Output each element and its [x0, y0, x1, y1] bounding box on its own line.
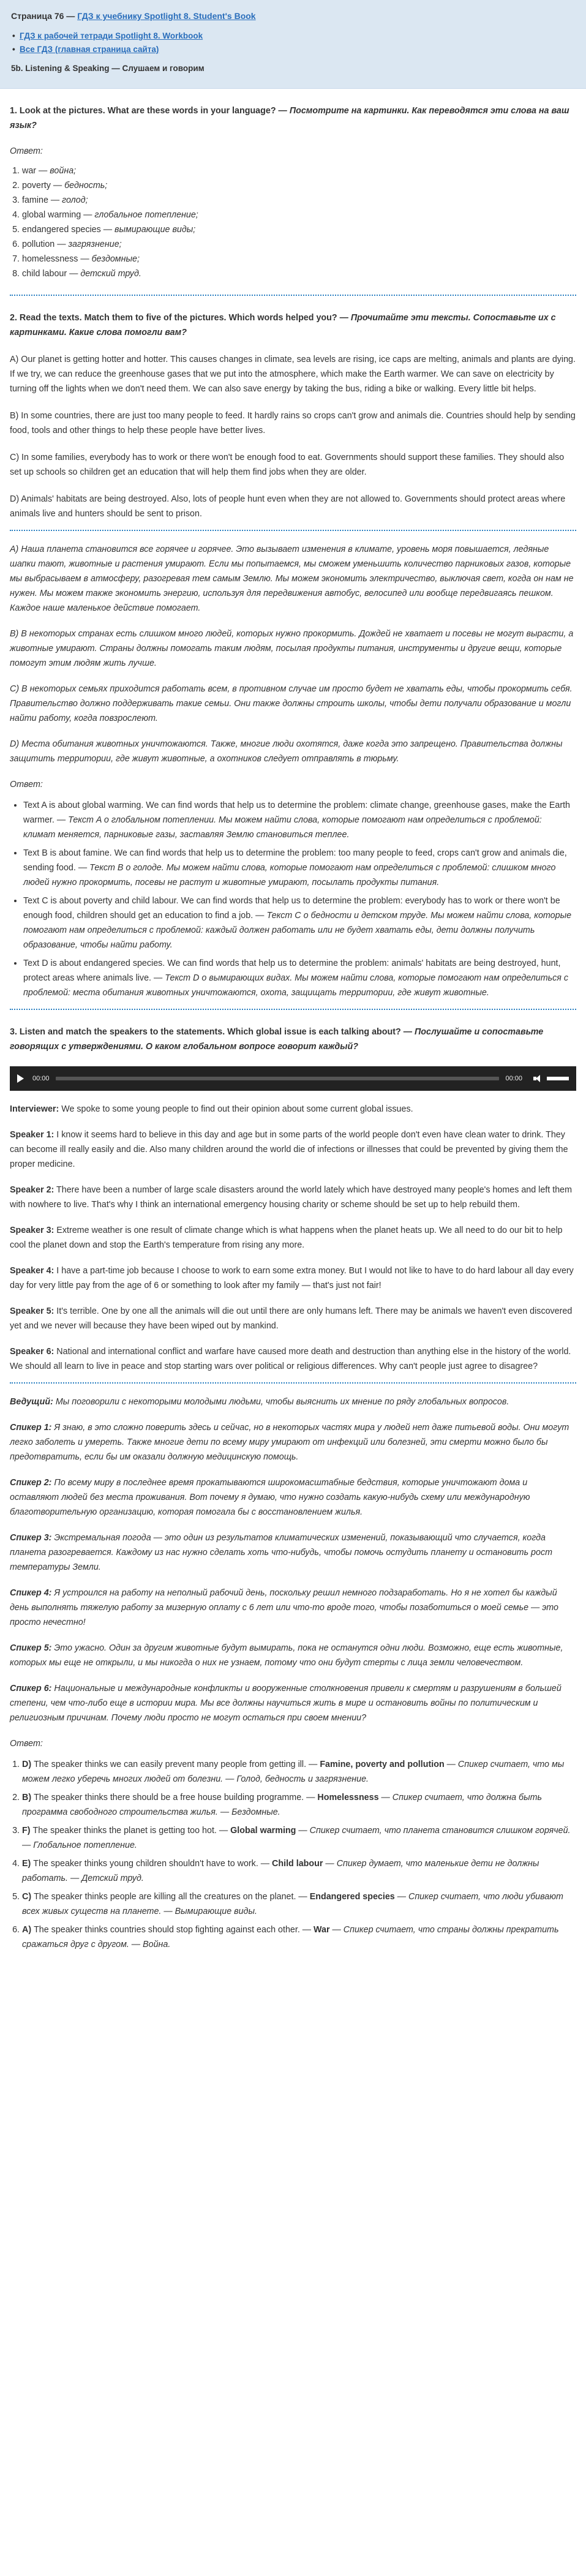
speaker-name: Speaker 1:: [10, 1130, 54, 1140]
speaker-name-ru: Спикер 6:: [10, 1684, 52, 1693]
speaker-name: Speaker 2:: [10, 1185, 54, 1195]
answer-topic: Endangered species: [309, 1892, 397, 1902]
word-list: [10, 164, 576, 281]
answer-letter: A): [22, 1925, 34, 1935]
answer-en: Text A is about global warming. We can find words that help us to determine the problem: climate change, greenhouse gases, make the Earth warmer. —: [23, 800, 571, 825]
speaker-text-ru: Я знаю, в это сложно поверить здесь и сейчас, но в некоторых частях мира у людей нет даже питьевой воды. Они могут легко заболеть и умереть. Также многие дети по всему миру умирают от инфекций или болезней, эти смерти можно было бы предотвратить, если бы им оказали должную медицинскую помощь.: [10, 1423, 569, 1462]
dialog-line: [10, 1223, 576, 1252]
listening-answer-item: [22, 1889, 576, 1919]
word-ru: голод;: [62, 195, 88, 205]
answer-topic: War: [314, 1925, 332, 1935]
answer-topic: Homelessness: [317, 1793, 381, 1802]
answer-letter: C): [22, 1892, 34, 1902]
current-time: 00:00: [32, 1075, 50, 1082]
dialog-line-ru: [10, 1475, 576, 1520]
divider: [10, 1382, 576, 1384]
word-item: [22, 266, 576, 281]
text-answer-item: [23, 894, 576, 952]
question-1-en: 1. Look at the pictures. What are these words in your language? —: [10, 106, 287, 116]
speaker-text: We spoke to some young people to find out their opinion about some current global issues.: [59, 1104, 413, 1114]
answer-ru: — Спикер считает, что должна быть программа свободного строительства жилья. — Бездомные.: [22, 1793, 543, 1817]
dialog-line-ru: [10, 1641, 576, 1670]
word-ru: загрязнение;: [68, 239, 122, 249]
seek-bar[interactable]: [56, 1077, 500, 1080]
text-b: B) In some countries, there are just too many people to feed. It hardly rains so crops can't grow and animals die. Countries should help by sending food, tools and other things to help these people have better lives.: [10, 411, 576, 435]
speaker-name-ru: Ведущий:: [10, 1397, 53, 1407]
answer-letter: F): [22, 1826, 33, 1836]
answer-ru: — Спикер считает, что люди убивают всех живых существ на планете. — Вымирающие виды.: [22, 1892, 563, 1916]
answer-topic: Global warming: [230, 1826, 299, 1836]
word-en: war —: [22, 166, 50, 176]
word-en: endangered species —: [22, 225, 115, 235]
answer-label: Ответ:: [10, 146, 43, 156]
speaker-text-ru: Мы поговорили с некоторыми молодыми людьми, чтобы выяснить их мнение по ряду глобальных вопросов.: [53, 1397, 509, 1407]
question-3-en: 3. Listen and match the speakers to the statements. Which global issue is each talking about? —: [10, 1027, 413, 1037]
translation-a: А) Наша планета становится все горячее и горячее. Это вызывает изменения в климате, уровень моря повышается, ледяные шапки тают, животные и растения умирают. Если мы попытаемся, мы сможем уменьшить количество парниковых газов, которые мы выбрасываем в атмосферу, разогревая тем самым Землю. Мы можем экономить электричество, выключая свет, когда он нам не нужен. Мы можем также экономить энергию, используя для передвижения автобус, велосипед или вообще передвигаясь пешком. Каждое наше маленькое действие помогает.: [10, 544, 574, 613]
speaker-name-ru: Спикер 4:: [10, 1588, 52, 1598]
divider: [10, 295, 576, 296]
word-item: [22, 193, 576, 208]
answer-en: Text C is about poverty and child labour. We can find words that help us to determine the problem: everybody has to work or there won't be enough food, children should get an education to find a job. —: [23, 896, 560, 921]
header-links: [11, 29, 575, 56]
duration: 00:00: [505, 1075, 522, 1082]
workbook-link[interactable]: ГДЗ к рабочей тетради Spotlight 8. Workbook: [20, 31, 203, 40]
speaker-name: Speaker 5:: [10, 1306, 54, 1316]
word-item: [22, 208, 576, 222]
speaker-text-ru: Национальные и международные конфликты и вооруженные столкновения привели к смертям и разрушениям в большей степени, чем что-либо еще в истории мира. Мы все должны научиться жить в мире и остановить войны по политическим и религиозным причинам. Почему люди просто не могут остаться при своем мнении?: [10, 1684, 562, 1723]
question-1-title: [10, 104, 576, 133]
listening-answer-item: [22, 1757, 576, 1787]
speaker-name-ru: Спикер 5:: [10, 1643, 52, 1653]
answer-en: Text D is about endangered species. We can find words that help us to determine the problem: animals' habitats are being destroyed, hunt, protect areas where animals live. —: [23, 958, 561, 983]
dialog-line-ru: [10, 1586, 576, 1630]
answer-label: Ответ:: [10, 1739, 43, 1749]
answer-ru: Текст B о голоде. Мы можем найти слова, которые помогают нам определиться с проблемой: слишком много людей нужно прокормить, посевы не растут и животные умирают, посылать продукты питания.: [23, 863, 556, 887]
dialog-english: [10, 1102, 576, 1374]
answer-en: The speaker thinks we can easily prevent many people from getting ill. —: [34, 1760, 320, 1769]
page-header: [0, 0, 586, 89]
word-ru: детский труд.: [80, 269, 141, 279]
word-en: poverty —: [22, 181, 65, 190]
text-answer-item: [23, 798, 576, 842]
answer-ru: Текст D о вымирающих видах. Мы можем найти слова, которые помогают нам определиться с проблемой: места обитания животных уничтожаются, охота, защищать территории, где живут животные.: [23, 973, 569, 998]
word-item: [22, 252, 576, 266]
answer-letter: E): [22, 1859, 34, 1869]
answer-en: The speaker thinks there should be a free house building programme. —: [34, 1793, 318, 1802]
speaker-name-ru: Спикер 2:: [10, 1478, 52, 1488]
all-gdz-link[interactable]: Все ГДЗ (главная страница сайта): [20, 45, 159, 54]
word-en: homelessness —: [22, 254, 92, 264]
answer-ru: — Спикер считает, что планета становится слишком горячей. — Глобальное потепление.: [22, 1826, 571, 1850]
word-ru: бедность;: [64, 181, 108, 190]
divider: [10, 1009, 576, 1010]
dialog-line: [10, 1304, 576, 1333]
listening-answers: [10, 1757, 576, 1952]
section-title: 5b. Listening & Speaking — Слушаем и говорим: [11, 64, 205, 73]
text-answers: [10, 798, 576, 1000]
book-link[interactable]: ГДЗ к учебнику Spotlight 8. Student's Book: [77, 11, 256, 21]
dialog-line: [10, 1344, 576, 1374]
listening-answer-item: [22, 1790, 576, 1820]
speaker-text-ru: Это ужасно. Один за другим животные будут вымирать, пока не останутся одни люди. Возможно, еще есть животные, которых мы еще не открыли, и мы никогда о них не узнаем, потому что они будут стерты с лица земли человечеством.: [10, 1643, 563, 1668]
dialog-line-ru: [10, 1395, 576, 1409]
dialog-russian: [10, 1395, 576, 1725]
question-2-title: [10, 311, 576, 340]
word-item: [22, 164, 576, 178]
dialog-line-ru: [10, 1681, 576, 1725]
translation-c: C) В некоторых семьях приходится работать всем, в противном случае им просто будет не хватать еды, чтобы прокормить себя. Правительство должно поддерживать такие семьи. Они также должны строить школы, чтобы дети получали образование и могли найти работу, когда повзрослеют.: [10, 684, 573, 723]
text-answer-item: [23, 956, 576, 1000]
word-ru: глобальное потепление;: [94, 210, 198, 220]
answer-topic: Child labour: [272, 1859, 326, 1869]
dialog-line-ru: [10, 1531, 576, 1575]
question-2-en: 2. Read the texts. Match them to five of the pictures. Which words helped you? —: [10, 313, 348, 323]
speaker-name-ru: Спикер 1:: [10, 1423, 52, 1433]
volume-slider[interactable]: [547, 1077, 569, 1080]
dialog-line: [10, 1102, 576, 1117]
question-1-ru: Посмотрите на картинки. Как переводятся эти слова на ваш язык?: [10, 106, 569, 130]
dialog-line: [10, 1128, 576, 1172]
speaker-name: Interviewer:: [10, 1104, 59, 1114]
answer-ru: Текст C о бедности и детском труде. Мы можем найти слова, которые помогают нам определиться с проблемой: каждый должен работать или не будет хватать еды, дети должны получить образование, чтобы найти работу.: [23, 911, 572, 950]
page-prefix: Страница 76 —: [11, 11, 75, 21]
question-2-ru: Прочитайте эти тексты. Сопоставьте их с картинками. Какие слова помогли вам?: [10, 313, 556, 337]
divider: [10, 530, 576, 531]
speaker-name-ru: Спикер 3:: [10, 1533, 52, 1543]
text-d: D) Animals' habitats are being destroyed. Also, lots of people hunt even when they are not allowed to. Governments should protect areas where animals live and hunters should be sent to prison.: [10, 494, 566, 519]
speaker-text: I know it seems hard to believe in this day and age but in some parts of the world people don't even have clean water to drink. They can become ill really easily and die. Also many children around the world die of infections or illnesses that could be prevented by giving them the proper medicine.: [10, 1130, 568, 1169]
word-ru: вымирающие виды;: [115, 225, 196, 235]
answer-topic: Famine, poverty and pollution: [320, 1760, 447, 1769]
word-item: [22, 222, 576, 237]
word-ru: война;: [50, 166, 77, 176]
question-3-title: [10, 1025, 576, 1054]
answer-en: The speaker thinks the planet is getting too hot. —: [32, 1826, 231, 1836]
header-link-item: [11, 29, 575, 43]
dialog-line: [10, 1183, 576, 1212]
answer-en: The speaker thinks countries should stop fighting against each other. —: [34, 1925, 314, 1935]
translation-b: B) В некоторых странах есть слишком много людей, которых нужно прокормить. Дождей не хватает и посевы не могут вырасти, а животные умирают. Страны должны помогать таким людям, посылая продукты питания, инструменты и другие вещи, которые помогут этим людям жить лучше.: [10, 629, 574, 668]
answer-letter: D): [22, 1760, 34, 1769]
answer-ru: — Спикер считает, что страны должны прекратить сражаться друг с другом. — Война.: [22, 1925, 559, 1949]
answer-ru: — Спикер думает, что маленькие дети не должны работать. — Детский труд.: [22, 1859, 539, 1883]
answer-ru: — Спикер считает, что мы можем легко уберечь многих людей от болезни. — Голод, бедность и загрязнение.: [22, 1760, 565, 1784]
answer-en: Text B is about famine. We can find words that help us to determine the problem: too many people to feed, crops can't grow and animals die, sending food. —: [23, 848, 567, 873]
speaker-name: Speaker 6:: [10, 1347, 54, 1357]
word-en: child labour —: [22, 269, 81, 279]
answer-letter: B): [22, 1793, 34, 1802]
listening-answer-item: [22, 1856, 576, 1886]
word-en: global warming —: [22, 210, 95, 220]
answer-en: The speaker thinks young children shouldn't have to work. —: [33, 1859, 272, 1869]
answer-ru: Текст A о глобальном потеплении. Мы можем найти слова, которые помогают нам определиться с проблемой: климат меняется, парниковые газы, заставляя Землю становиться теплее.: [23, 815, 542, 840]
speaker-text: National and international conflict and warfare have caused more death and destruction than anything else in the history of the world. We should all learn to live in peace and stop starting wars over political or religious differences. Why can't people just agree to disagree?: [10, 1347, 571, 1371]
question-3-ru: Послушайте и сопоставьте говорящих с утверждениями. О каком глобальном вопросе говорит каждый?: [10, 1027, 544, 1052]
audio-player: [10, 1066, 576, 1091]
header-link-item: [11, 43, 575, 56]
dialog-line: [10, 1264, 576, 1293]
translation-d: D) Места обитания животных уничтожаются. Также, многие люди охотятся, даже когда это запрещено. Правительства должны защитить территории, где живут животные, а охотников следует отправлять в тюрьму.: [10, 739, 563, 764]
listening-answer-item: [22, 1823, 576, 1853]
play-icon[interactable]: [17, 1074, 24, 1083]
speaker-name: Speaker 4:: [10, 1266, 54, 1276]
speaker-text: It's terrible. One by one all the animals will die out until there are only humans left. There may be animals we haven't even discovered yet and we never will because they have been wiped out by mankind.: [10, 1306, 573, 1331]
word-ru: бездомные;: [91, 254, 140, 264]
text-a: A) Our planet is getting hotter and hotter. This causes changes in climate, sea levels are rising, ice caps are melting, animals and plants are dying. If we try, we can reduce the greenhouse gases that we put into the atmosphere, which make the Earth warmer. We can save on electricity by turning off the lights when we don't need them. We can also save energy by taking the bus, riding a bike or walking. Every little bit helps.: [10, 355, 576, 394]
volume-icon[interactable]: [533, 1075, 542, 1082]
text-answer-item: [23, 846, 576, 890]
word-item: [22, 237, 576, 252]
speaker-text-ru: По всему миру в последнее время прокатываются широкомасштабные бедствия, которые уничтожают дома и оставляют людей без места проживания. Вот почему я думаю, что нужно создать какую-нибудь схему или международную благотворительную организацию, которая помогала бы с восстановлением жилья.: [10, 1478, 530, 1517]
speaker-name: Speaker 3:: [10, 1226, 54, 1235]
answer-en: The speaker thinks people are killing all the creatures on the planet. —: [34, 1892, 310, 1902]
word-en: famine —: [22, 195, 62, 205]
breadcrumb: [11, 9, 575, 23]
word-en: pollution —: [22, 239, 69, 249]
dialog-line-ru: [10, 1420, 576, 1464]
word-item: [22, 178, 576, 193]
speaker-text: Extreme weather is one result of climate change which is what happens when the planet heats up. We all need to do our bit to help cool the planet down and stop the Earth's temperature from rising any more.: [10, 1226, 563, 1250]
speaker-text: I have a part-time job because I choose to work to earn some extra money. But I would not like to have to do hard labour all day every day for very little pay from the age of 6 or something to look after my family — that's just not fair!: [10, 1266, 574, 1290]
text-c: C) In some families, everybody has to work or there won't be enough food to eat. Governments should support these families. They should also set up schools so children get an education that will help them find jobs when they are older.: [10, 453, 565, 477]
speaker-text: There have been a number of large scale disasters around the world lately which have destroyed many people's homes and left them with nowhere to live. That's why I think an international emergency housing charity or scheme should be set up to help rebuild them.: [10, 1185, 573, 1210]
answer-label: Ответ:: [10, 780, 43, 789]
listening-answer-item: [22, 1923, 576, 1952]
speaker-text-ru: Я устроился на работу на неполный рабочий день, поскольку решил немного подзаработать. Но я не хотел бы каждый день выполнять тяжелую работу за мизерную оплату с 6 лет или что-то вроде того, чтобы позаботиться о моей семье — это просто нечестно!: [10, 1588, 559, 1627]
speaker-text-ru: Экстремальная погода — это один из результатов климатических изменений, показывающий что случается, когда планета разогревается. Каждому из нас нужно сделать хоть что-нибудь, чтобы помочь остудить планету и остановить рост температуры Земли.: [10, 1533, 553, 1572]
